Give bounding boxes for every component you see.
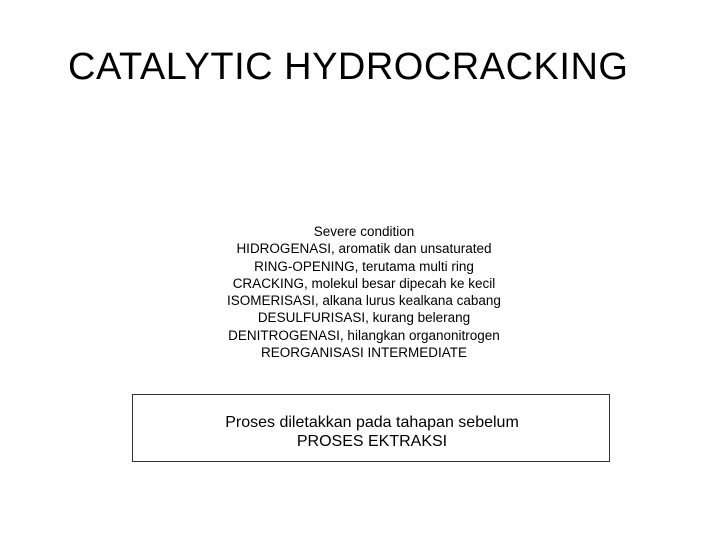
process-item-ring-opening: RING-OPENING, terutama multi ring <box>254 258 474 274</box>
process-item-hidrogenasi: HIDROGENASI, aromatik dan unsaturated <box>236 241 492 257</box>
slide-title: CATALYTIC HYDROCRACKING <box>68 46 629 88</box>
note-text <box>212 413 532 451</box>
process-item-condition: Severe condition <box>313 224 415 239</box>
process-item-desulfurisasi: DESULFURISASI, kurang belerang <box>257 310 471 326</box>
process-item-isomerisasi: ISOMERISASI, alkana lurus kealkana cabang <box>227 293 501 309</box>
process-item-cracking: CRACKING, molekul besar dipecah ke kecil <box>232 275 496 291</box>
process-item-denitrogenasi: DENITROGENASI, hilangkan organonitrogen <box>228 327 500 343</box>
note-line-2: PROSES EKTRAKSI <box>296 433 448 450</box>
note-line-1: Proses diletakkan pada tahapan sebelum <box>225 414 519 431</box>
process-item-reorganisasi: REORGANISASI INTERMEDIATE <box>260 345 468 361</box>
process-list <box>200 223 528 361</box>
